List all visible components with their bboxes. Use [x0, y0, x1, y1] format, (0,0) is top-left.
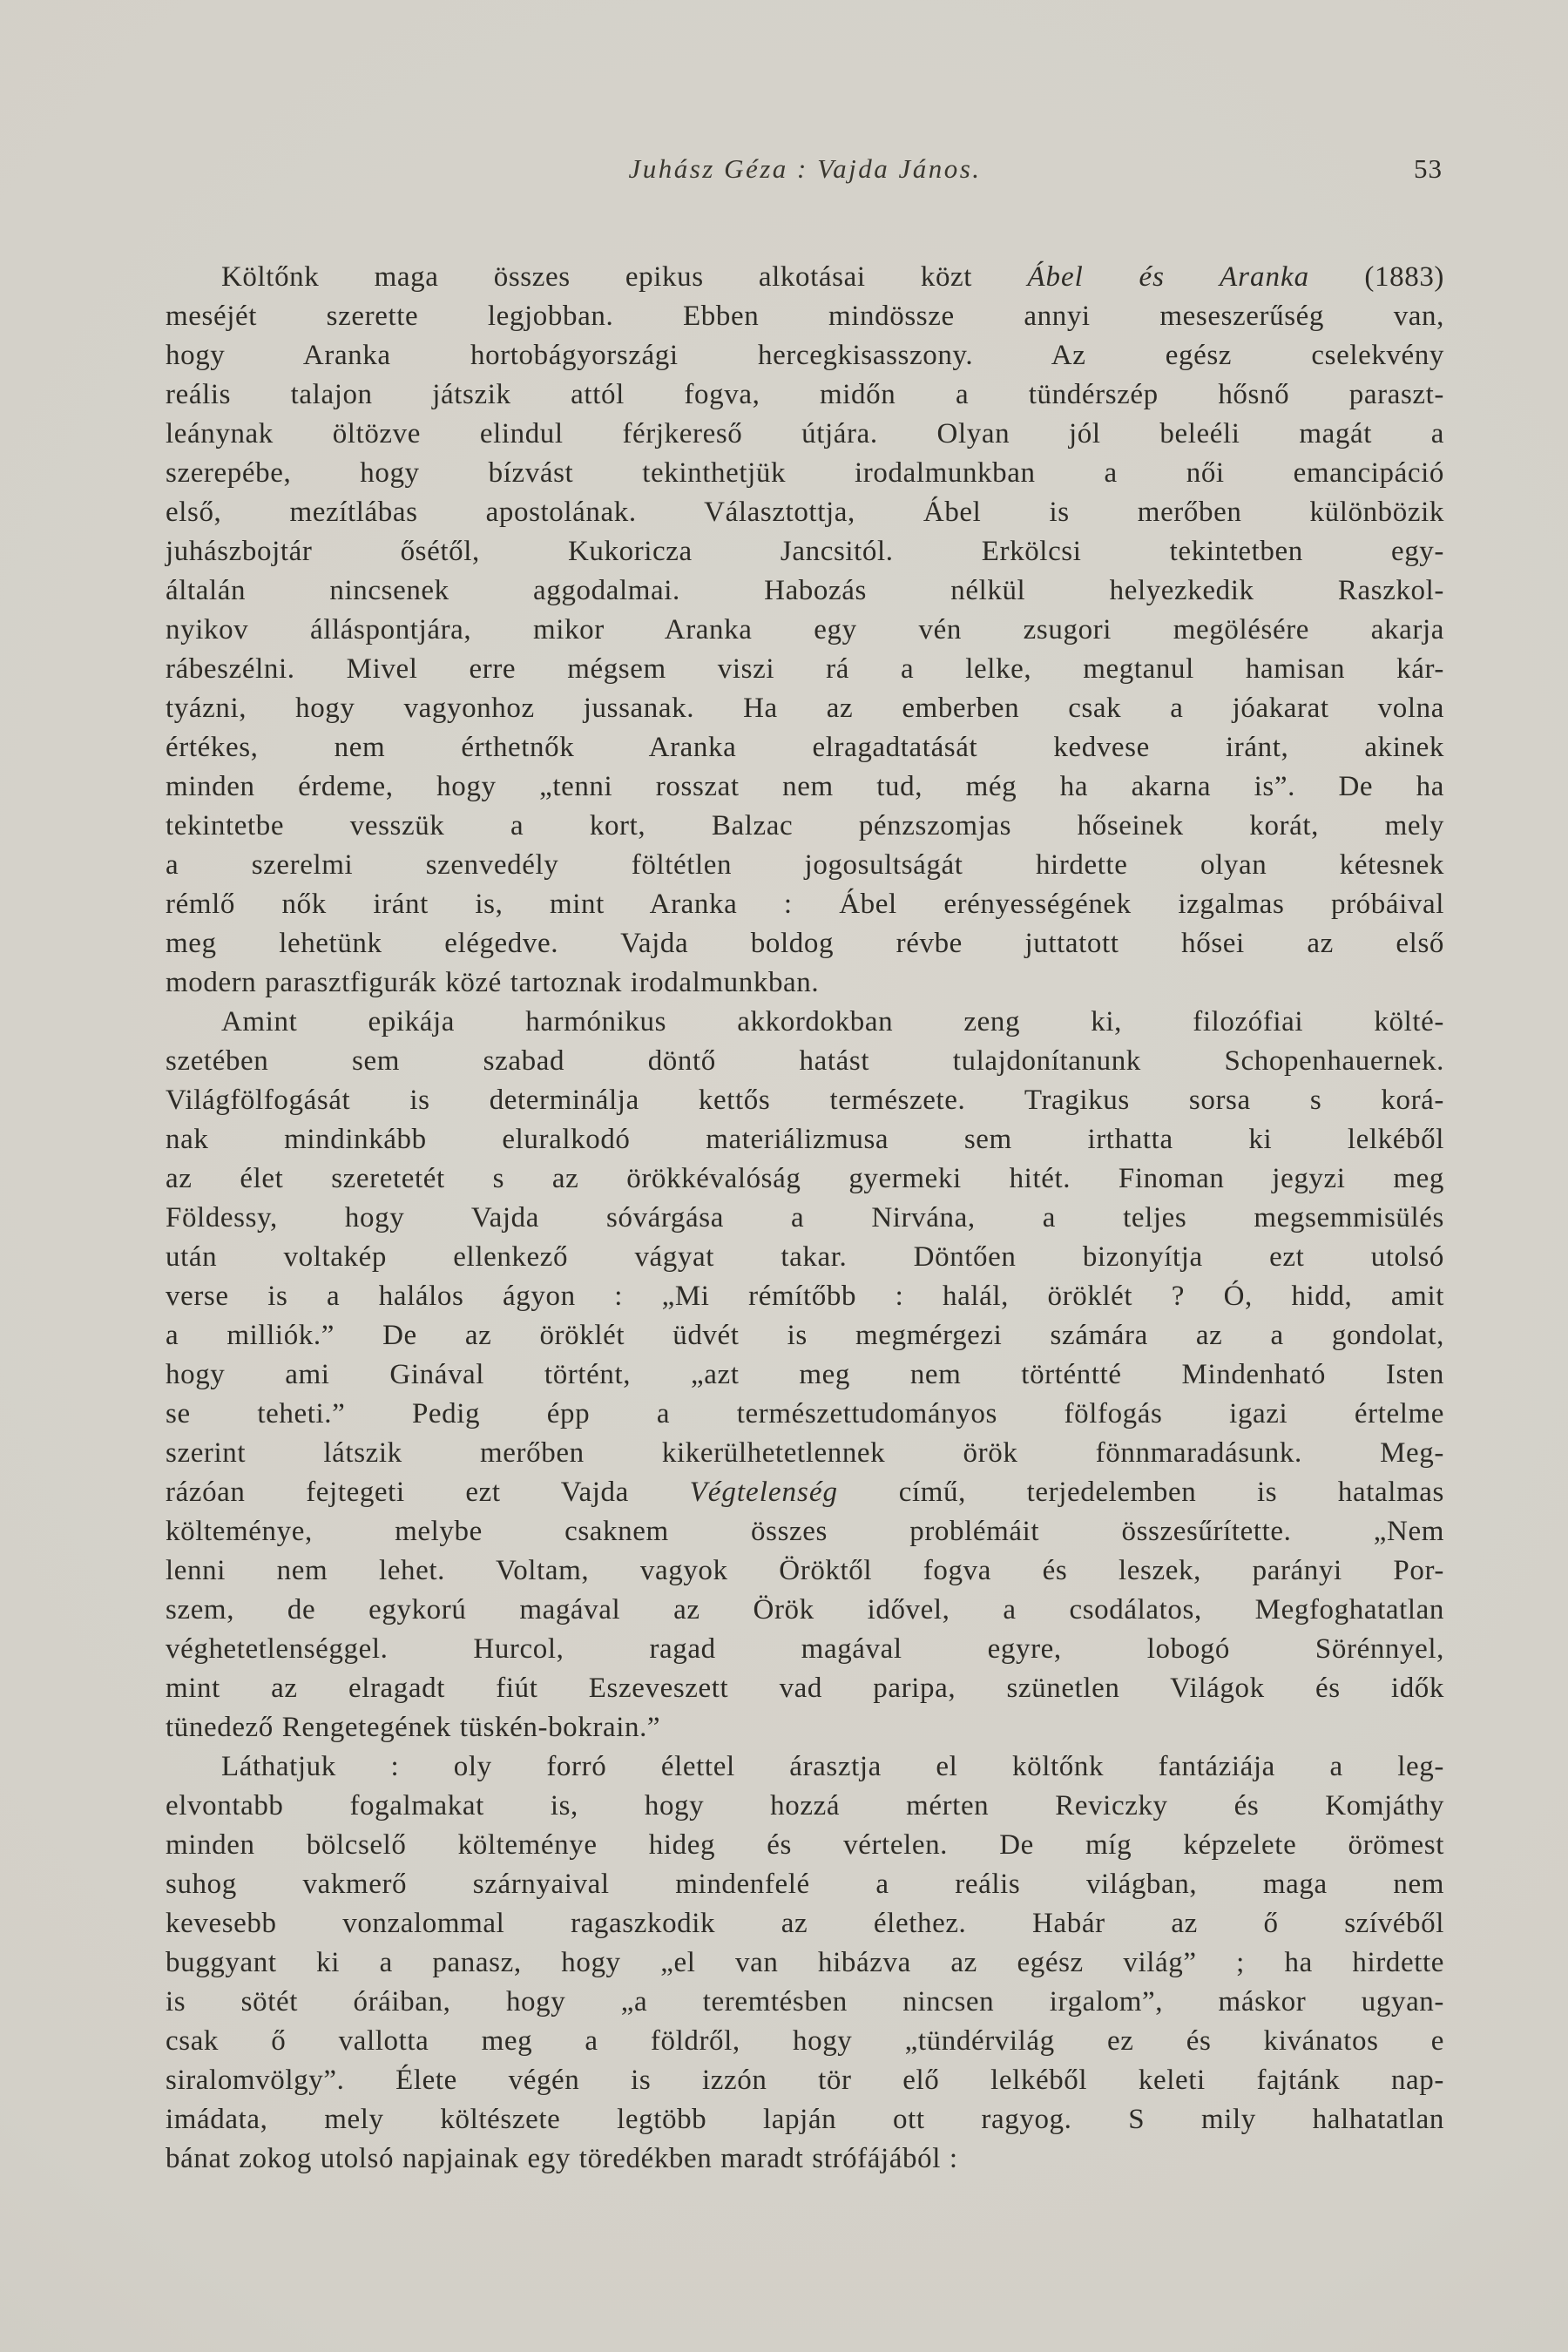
text-segment: rázóan fejtegeti ezt Vajda [166, 1477, 690, 1508]
text-line: tünedező Rengetegének tüskén-bokrain.” [166, 1712, 661, 1743]
text-line: verse is a halálos ágyon : „Mi rémítőbb : halál, öröklét ? Ó, hidd, amit [166, 1281, 1444, 1312]
text-line: imádata, mely költészete legtöbb lapján ott ragyog. S mily halhatatlan [166, 2104, 1444, 2135]
text-line: nyikov álláspontjára, mikor Aranka egy vén zsugori megölésére akarja [166, 614, 1444, 645]
text-line: minden érdeme, hogy „tenni rosszat nem tud, még ha akarna is”. De ha [166, 771, 1444, 802]
text-line: minden bölcselő költeménye hideg és vértelen. De míg képzelete örömest [166, 1829, 1444, 1861]
text-line: hogy Aranka hortobágyországi hercegkisasszony. Az egész cselekvény [166, 340, 1444, 371]
text-line: tekintetbe vesszük a kort, Balzac pénzszomjas hőseinek korát, mely [166, 810, 1444, 841]
text-line: se teheti.” Pedig épp a természettudományos fölfogás igazi értelme [166, 1398, 1444, 1429]
text-line [166, 258, 1444, 297]
text-line: meg lehetünk elégedve. Vajda boldog révbe juttatott hősei az első [166, 928, 1444, 959]
paragraph [166, 1747, 1444, 2179]
text-line: tyázni, hogy vagyonhoz jussanak. Ha az emberben csak a jóakarat volna [166, 693, 1444, 724]
work-title-italic: Végtelenség [689, 1477, 839, 1508]
body-text [166, 258, 1444, 2179]
page-number: 53 [1414, 153, 1443, 184]
text-line: reális talajon játszik attól fogva, midőn a tündérszép hősnő paraszt- [166, 379, 1444, 410]
text-line: a milliók.” De az öröklét üdvét is megmérgezi számára az a gondolat, [166, 1320, 1444, 1351]
text-line [166, 1473, 1444, 1512]
text-line: buggyant ki a panasz, hogy „el van hibázva az egész világ” ; ha hirdette [166, 1947, 1444, 1978]
text-line: szerepébe, hogy bízvást tekinthetjük irodalmunkban a női emancipáció [166, 457, 1444, 489]
text-line: suhog vakmerő szárnyaival mindenfelé a reális világban, maga nem [166, 1869, 1444, 1900]
text-line: az élet szeretetét s az örökkévalóság gyermeki hitét. Finoman jegyzi meg [166, 1163, 1444, 1194]
text-line: Földessy, hogy Vajda sóvárgása a Nirvána, a teljes megsemmisülés [166, 1202, 1444, 1233]
page-header [166, 153, 1444, 193]
text-line: meséjét szerette legjobban. Ebben mindössze annyi meseszerűség van, [166, 301, 1444, 332]
text-line: szerint látszik merőben kikerülhetetlennek örök fönnmaradásunk. Meg- [166, 1437, 1444, 1469]
text-line: szem, de egykorú magával az Örök idővel, a csodálatos, Megfoghatatlan [166, 1594, 1444, 1625]
text-segment: (1883) [1309, 261, 1445, 293]
text-line: is sötét óráiban, hogy „a teremtésben nincsen irgalom”, máskor ugyan- [166, 1986, 1444, 2017]
text-line: a szerelmi szenvedély föltétlen jogosultságát hirdette olyan kétesnek [166, 849, 1444, 881]
paragraph [166, 1003, 1444, 1747]
running-title: Juhász Géza : Vajda János. [628, 153, 982, 184]
text-segment: című, terjedelemben is hatalmas [838, 1477, 1444, 1508]
text-line: modern parasztfigurák közé tartoznak irodalmunkban. [166, 967, 820, 998]
text-segment: Költőnk maga összes epikus alkotásai közt [221, 261, 1028, 293]
work-title-italic: Ábel és Aranka [1027, 261, 1310, 293]
text-line: Amint epikája harmónikus akkordokban zeng ki, filozófiai költé- [221, 1006, 1444, 1037]
text-line: költeménye, melybe csaknem összes problémáit összesűrítette. „Nem [166, 1516, 1444, 1547]
paragraph [166, 258, 1444, 1003]
text-line: rémlő nők iránt is, mint Aranka : Ábel erényességének izgalmas próbáival [166, 889, 1444, 920]
text-line: hogy ami Ginával történt, „azt meg nem történtté Mindenható Isten [166, 1359, 1444, 1390]
text-line: Láthatjuk : oly forró élettel árasztja el költőnk fantáziája a leg- [221, 1751, 1444, 1782]
text-line: Világfölfogását is determinálja kettős természete. Tragikus sorsa s korá- [166, 1085, 1444, 1116]
text-line: rábeszélni. Mivel erre mégsem viszi rá a lelke, megtanul hamisan kár- [166, 653, 1444, 685]
text-line: mint az elragadt fiút Eszeveszett vad paripa, szünetlen Világok és idők [166, 1673, 1444, 1704]
text-line: leánynak öltözve elindul férjkereső útjára. Olyan jól beleéli magát a [166, 418, 1444, 449]
text-line: bánat zokog utolsó napjainak egy töredékben maradt strófájából : [166, 2143, 958, 2174]
text-line: nak mindinkább eluralkodó materiálizmusa sem irthatta ki lelkéből [166, 1124, 1444, 1155]
text-line: juhászbojtár ősétől, Kukoricza Jancsitól. Erkölcsi tekintetben egy- [166, 536, 1444, 567]
text-line: véghetetlenséggel. Hurcol, ragad magával egyre, lobogó Sörénnyel, [166, 1633, 1444, 1665]
text-line: után voltakép ellenkező vágyat takar. Döntően bizonyítja ezt utolsó [166, 1241, 1444, 1273]
text-line: értékes, nem érthetnők Aranka elragadtatását kedvese iránt, akinek [166, 732, 1444, 763]
text-line: általán nincsenek aggodalmai. Habozás nélkül helyezkedik Raszkol- [166, 575, 1444, 606]
text-line: szetében sem szabad döntő hatást tulajdonítanunk Schopenhauernek. [166, 1045, 1444, 1077]
text-line: lenni nem lehet. Voltam, vagyok Öröktől fogva és leszek, parányi Por- [166, 1555, 1444, 1586]
text-line: kevesebb vonzalommal ragaszkodik az élethez. Habár az ő szívéből [166, 1908, 1444, 1939]
text-line: elvontabb fogalmakat is, hogy hozzá mérten Reviczky és Komjáthy [166, 1790, 1444, 1821]
text-line: csak ő vallotta meg a földről, hogy „tündérvilág ez és kivánatos e [166, 2025, 1444, 2057]
text-line: siralomvölgy”. Élete végén is izzón tör elő lelkéből keleti fajtánk nap- [166, 2065, 1444, 2096]
text-line: első, mezítlábas apostolának. Választottja, Ábel is merőben különbözik [166, 497, 1444, 528]
